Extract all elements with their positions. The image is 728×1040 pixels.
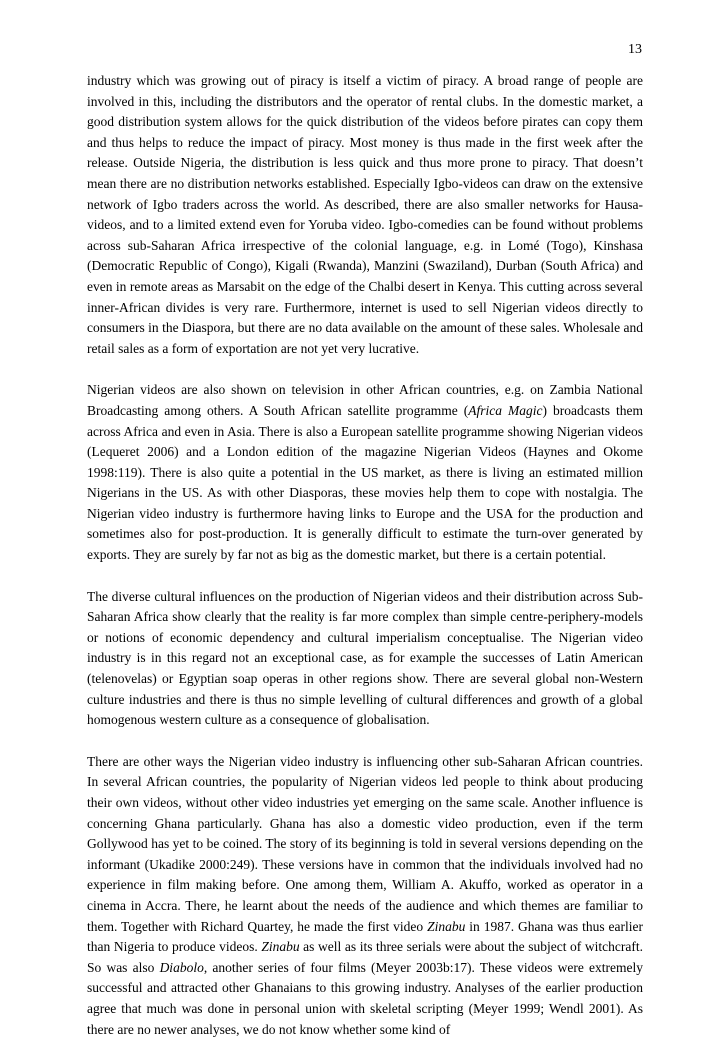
body-text <box>87 71 643 1040</box>
paragraph-cultural-influences <box>87 587 643 731</box>
italic-title: Zinabu <box>427 918 466 934</box>
text-run: , another series of four films (Meyer 2003b:17). These videos were extremely successful and attracted other Ghanaians to this growing industry. Analyses of the earlier production agree that much was done in personal union with skeletal scripting (Meyer 1999; Wendl 2001). As there are no newer analyses, we do not know whether some kind of <box>87 959 643 1037</box>
text-run: ) broadcasts them across Africa and even in Asia. There is also a European satellite programme showing Nigerian videos (Lequeret 2006) and a London edition of the magazine Nigerian Videos (Haynes and Okome 1998:119). There is also quite a potential in the US market, as there is living an estimated million Nigerians in the US. As with other Diasporas, these movies help them to cope with nostalgia. The Nigerian video industry is furthermore having links to Europe and the USA for the production and sometimes also for post-production. It is generally difficult to estimate the turn-over generated by exports. They are surely by far not as big as the domestic market, but there is a certain potential. <box>87 402 643 563</box>
text-run: There are other ways the Nigerian video industry is influencing other sub-Saharan African countries. In several African countries, the popularity of Nigerian videos led people to think about producing their own videos, without other video industries yet emerging on the same scale. Another influence is concerning Ghana particularly. Ghana has also a domestic video production, even if the term Gollywood has yet to be coined. The story of its beginning is told in several versions depending on the informant (Ukadike 2000:249). These versions have in common that the individuals involved had no experience in film making before. One among them, William A. Akuffo, worked as operator in a cinema in Accra. There, he learnt about the needs of the audience and which themes are familiar to them. Together with Richard Quartey, he made the first video <box>87 753 643 934</box>
text-run: industry which was growing out of piracy is itself a victim of piracy. A broad range of people are involved in this, including the distributors and the operator of rental clubs. In the domestic market, a good distribution system allows for the quick distribution of the videos before pirates can copy them and thus helps to reduce the impact of piracy. Most money is thus made in the first week after the release. Outside Nigeria, the distribution is less quick and thus more prone to piracy. That doesn’t mean there are no distribution networks established. Especially Igbo-videos can draw on the extensive network of Igbo traders across the world. As described, there are also smaller networks for Hausa-videos, and to a limited extend even for Yoruba video. Igbo-comedies can be found without problems across sub-Saharan Africa irrespective of the colonial language, e.g. in Lomé (Togo), Kinshasa (Democratic Republic of Congo), Kigali (Rwanda), Manzini (Swaziland), Durban (South Africa) and even in remote areas as Marsabit on the edge of the Chalbi desert in Kenya. This cutting across several inner-African divides is very rare. Furthermore, internet is used to sell Nigerian videos directly to consumers in the Diaspora, but there are no data available on the amount of these sales. Wholesale and retail sales as a form of exportation are not yet very lucrative. <box>87 73 643 356</box>
page-number: 13 <box>628 42 642 57</box>
paragraph-television-exports <box>87 380 643 565</box>
paragraph-distribution-piracy <box>87 71 643 359</box>
text-run: Nigerian videos are also shown on television in other African countries, e.g. on Zambia National Broadcasting among others. A South African satellite programme ( <box>87 382 643 418</box>
text-run: as well as its three serials were about the subject of witchcraft. So was also <box>87 939 643 975</box>
italic-title: Africa Magic <box>468 402 543 418</box>
text-run: The diverse cultural influences on the production of Nigerian videos and their distribution across Sub-Saharan Africa show clearly that the reality is far more complex than simple centre-periphery-models or notions of economic dependency and cultural imperialism conceptualise. The Nigerian video industry is in this regard not an exceptional case, as for example the successes of Latin American (telenovelas) or Egyptian soap operas in other regions show. There are several global non-Western culture industries and there is thus no simple levelling of cultural differences and growth of a global homogenous western culture as a consequence of globalisation. <box>87 588 643 728</box>
italic-title: Zinabu <box>261 939 300 955</box>
text-run: in 1987. Ghana was thus earlier than Nigeria to produce videos. <box>87 918 643 955</box>
italic-title: Diabolo <box>159 959 204 975</box>
paragraph-ghana-video-industry <box>87 752 643 1040</box>
